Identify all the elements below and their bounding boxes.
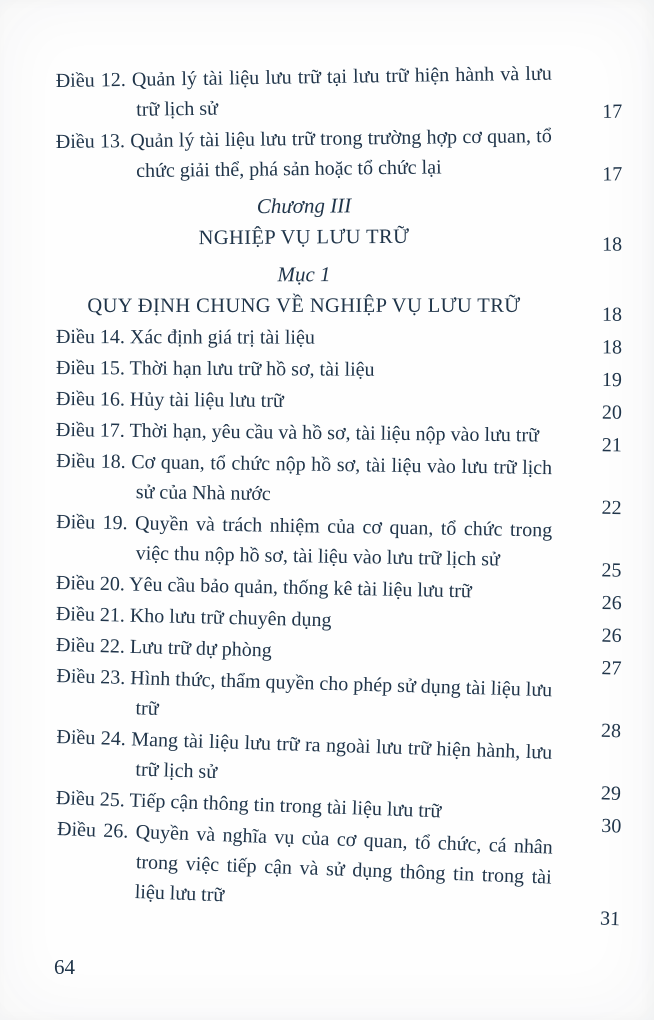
toc-entry-body [56,446,565,513]
section-heading: NGHIỆP VỤ LƯU TRỮ [198,225,410,250]
toc-entry-body [56,322,564,353]
entry-label: Điều 20. [55,572,126,596]
entry-page-number: 31 [599,907,621,931]
toc-entry-body [56,58,565,126]
entry-label: Điều 25. [55,787,126,812]
toc-entry-body [54,814,565,923]
entry-label: Điều 19. [56,511,128,535]
entry-label: Điều 23. [56,665,126,689]
chapter-heading: Chương III [256,193,352,219]
toc-entry [55,384,624,424]
entry-label: Điều 12. [55,68,126,93]
entry-title: Lưu trữ dự phòng [129,635,273,662]
entry-title: Xác định giá trị tài liệu [129,326,315,349]
entry-page-number: 29 [600,782,622,805]
toc-entry-body [55,507,564,576]
entry-title: Quản lý tài liệu lưu trữ tại lưu trữ hiện hành và lưu trữ lịch sử [131,62,552,121]
chapter-heading-row [56,258,624,290]
entry-label: Điều 13. [55,130,126,154]
entry-label: Điều 14. [55,326,125,349]
entry-page-number: 26 [601,591,622,615]
entry-page-number: 25 [601,559,622,582]
entry-label: Điều 15. [55,357,125,380]
entry-title: Thời hạn, yêu cầu và hồ sơ, tài liệu nộp vào lưu trữ [129,419,540,447]
footer-page-number: 64 [54,955,75,979]
entry-title: Kho lưu trữ chuyên dụng [129,604,332,632]
toc-entry [56,446,625,520]
entry-title: Hủy tài liệu lưu trữ [129,388,284,412]
entry-page-number: 27 [601,657,622,680]
entry-title: Thời hạn lưu trữ hồ sơ, tài liệu [129,357,375,381]
entry-page-number: 21 [601,434,622,457]
entry-title: Quyền và trách nhiệm của cơ quan, tổ chức trong việc thu nộp hồ sơ, tài liệu vào lưu trữ lịch sử [134,512,553,571]
toc-entry [55,507,624,582]
entry-title: Yêu cầu bảo quản, thống kê tài liệu lưu trữ [128,573,472,603]
toc-entry [56,120,625,187]
entry-label: Điều 16. [55,388,125,411]
entry-title: Quyền và nghĩa vụ của cơ quan, tổ chức, cá nhân trong việc tiếp cận và sử dụng thông tin trong tài liệu lưu trữ [134,820,554,907]
toc-entry [54,814,625,931]
chapter-heading: Mục 1 [277,262,331,287]
entry-title: Cơ quan, tổ chức nộp hồ sơ, tài liệu vào lưu trữ lịch sử của Nhà nước [131,451,553,506]
toc-entry [55,353,624,392]
entry-label: Điều 24. [56,726,127,751]
entry-page-number: 28 [600,719,622,743]
entry-page-number: 18 [601,233,623,256]
entry-page-number: 26 [601,624,622,648]
toc-entry [56,58,625,126]
section-heading: QUY ĐỊNH CHUNG VỀ NGHIỆP VỤ LƯU TRỮ [87,294,521,317]
entry-page-number: 19 [601,369,623,392]
entry-label: Điều 18. [56,450,126,473]
entry-label: Điều 21. [55,603,126,627]
entry-page-number: 20 [601,401,622,424]
chapter-heading-row [56,188,624,223]
toc-entry [55,322,624,359]
entry-label: Điều 22. [55,634,126,658]
toc-entry-body [56,121,565,187]
entry-title: Hình thức, thẩm quyền cho phép sử dụng tài liệu lưu trữ [130,667,553,720]
entry-page-number: 18 [601,303,623,326]
entry-page-number: 17 [602,163,623,186]
entry-title: Tiếp cận thông tin trong tài liệu lưu trữ [129,789,442,823]
toc-entry-body [56,353,564,386]
toc-entry-body [56,415,564,451]
section-heading-row [56,291,624,326]
toc-entry-body [56,384,564,418]
entry-page-number: 18 [601,336,623,359]
entry-label: Điều 17. [55,419,126,442]
entry-page-number: 22 [601,496,622,520]
section-heading-row [56,221,624,254]
entry-title: Mang tài liệu lưu trữ ra ngoài lưu trữ hiện hành, lưu trữ lịch sử [131,728,553,784]
entry-label: Điều 26. [56,818,129,843]
entry-title: Quản lý tài liệu lưu trữ trong trường hợp cơ quan, tổ chức giải thể, phá sản hoặc tổ chức lại [130,125,552,183]
table-of-contents [55,62,624,931]
entry-page-number: 17 [602,100,623,123]
toc-entry [55,415,624,457]
entry-page-number: 30 [600,814,622,838]
